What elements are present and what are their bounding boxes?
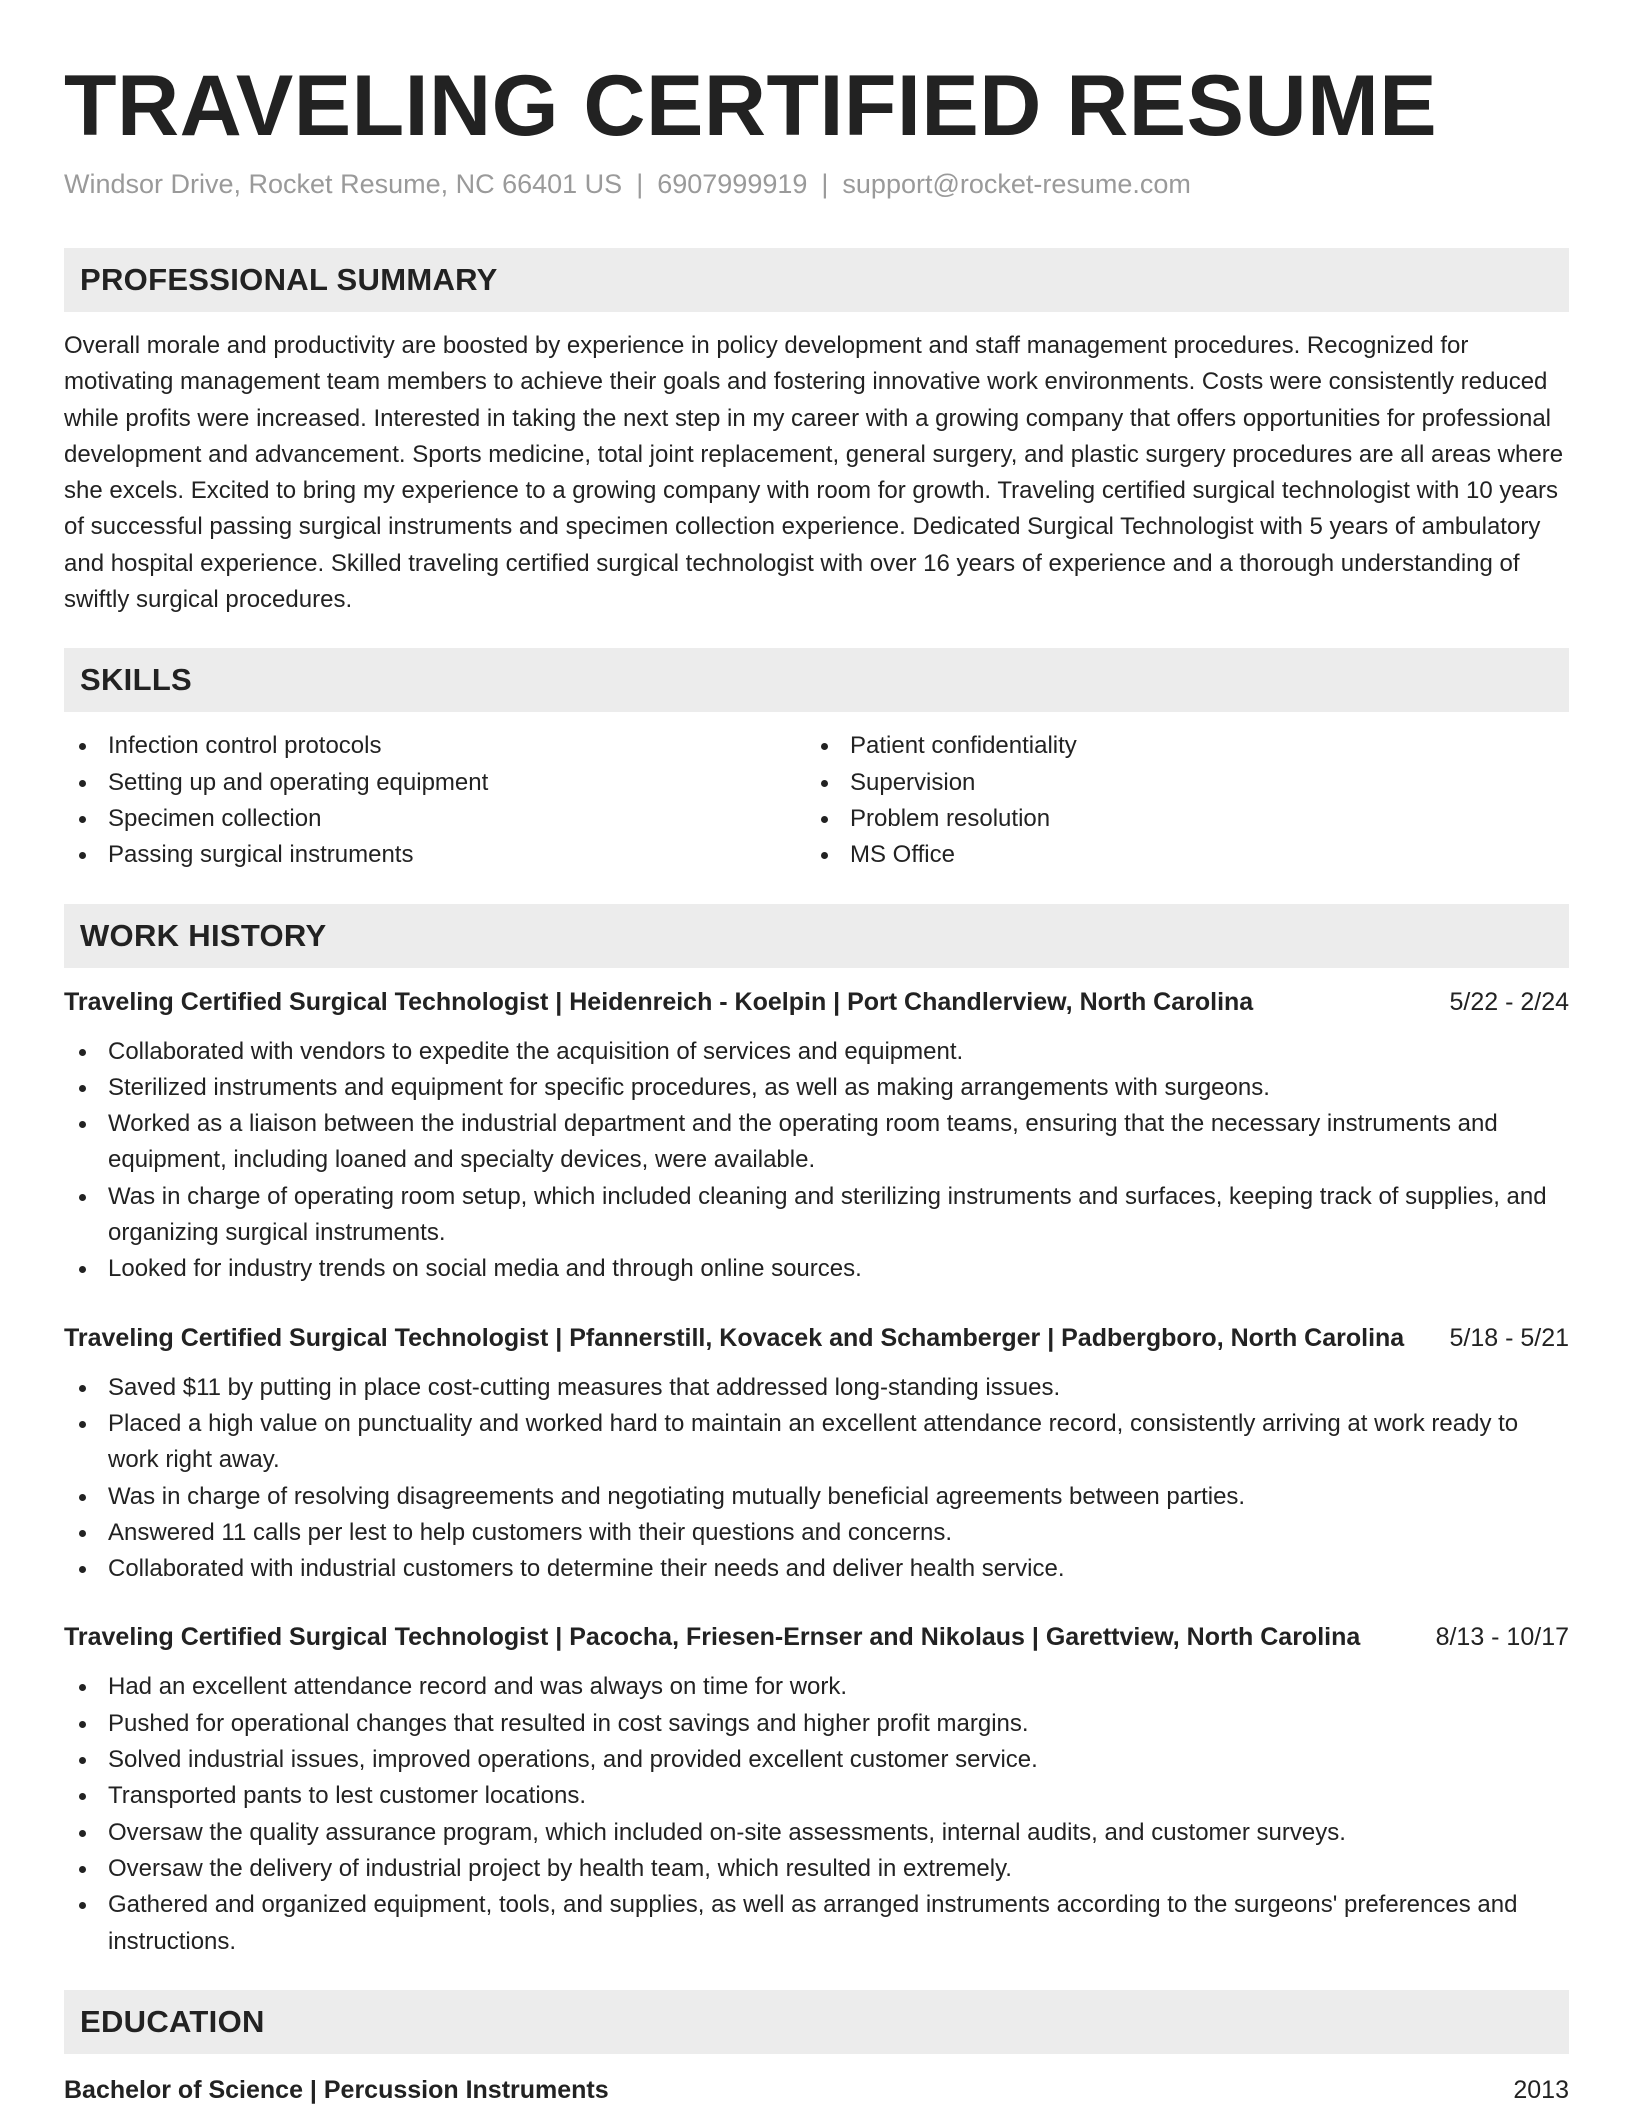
bullet-icon [79, 1494, 86, 1501]
job-bullet [64, 1742, 1569, 1778]
job-bullet-list [64, 1370, 1569, 1588]
job-entry [64, 984, 1569, 1288]
job-bullet [64, 1851, 1569, 1887]
education-degree: Bachelor of Science | Percussion Instruments [64, 2075, 609, 2104]
skill-label: MS Office [850, 841, 955, 869]
bullet-icon [79, 816, 86, 823]
job-bullet-text: Was in charge of resolving disagreements and negotiating mutually beneficial agreements between parties. [108, 1482, 1246, 1510]
job-bullet-text: Was in charge of operating room setup, which included cleaning and sterilizing instruments and surfaces, keeping track of supplies, and organizing surgical instruments. [108, 1182, 1547, 1247]
skill-item [806, 765, 1548, 801]
job-bullet-list [64, 1669, 1569, 1959]
job-dates: 5/22 - 2/24 [1449, 987, 1569, 1016]
section-header-skills: SKILLS [64, 648, 1569, 712]
job-bullet [64, 1406, 1569, 1479]
skill-item [806, 728, 1548, 764]
section-header-summary: PROFESSIONAL SUMMARY [64, 248, 1569, 312]
job-bullet [64, 1070, 1569, 1106]
job-bullet [64, 1370, 1569, 1406]
job-bullet [64, 1669, 1569, 1705]
bullet-icon [79, 743, 86, 750]
bullet-icon [79, 1421, 86, 1428]
job-bullet [64, 1515, 1569, 1551]
bullet-icon [79, 1721, 86, 1728]
job-bullet [64, 1106, 1569, 1179]
bullet-icon [79, 1793, 86, 1800]
section-header-work-history: WORK HISTORY [64, 904, 1569, 968]
contact-email: support@rocket-resume.com [842, 169, 1191, 199]
job-title: Traveling Certified Surgical Technologist | Pfannerstill, Kovacek and Schamberger | Padbergboro, North Carolina [64, 1323, 1405, 1352]
skill-item [64, 837, 806, 873]
skill-item [64, 765, 806, 801]
job-dates: 5/18 - 5/21 [1449, 1323, 1569, 1352]
bullet-icon [821, 852, 828, 859]
bullet-icon [79, 1566, 86, 1573]
skill-label: Supervision [850, 768, 976, 796]
job-bullet [64, 1034, 1569, 1070]
job-entry [64, 1320, 1569, 1588]
education-entry [64, 2072, 1569, 2108]
job-bullet-text: Answered 11 calls per lest to help customers with their questions and concerns. [108, 1518, 952, 1546]
job-entry [64, 1619, 1569, 1959]
skill-label: Problem resolution [850, 804, 1051, 832]
skills-column-left [64, 728, 806, 873]
job-bullet [64, 1887, 1569, 1960]
bullet-icon [79, 852, 86, 859]
job-bullet-text: Worked as a liaison between the industrial department and the operating room teams, ensuring that the necessary instruments and equipment, including loaned and specialty devices, were available. [108, 1110, 1498, 1174]
skill-label: Infection control protocols [108, 732, 382, 760]
bullet-icon [79, 1385, 86, 1392]
bullet-icon [79, 1830, 86, 1837]
bullet-icon [821, 816, 828, 823]
contact-separator: | [636, 169, 644, 199]
skill-item [64, 801, 806, 837]
job-title: Traveling Certified Surgical Technologist | Heidenreich - Koelpin | Port Chandlerview, North Carolina [64, 987, 1254, 1016]
bullet-icon [79, 1194, 86, 1201]
job-bullet-text: Collaborated with vendors to expedite the acquisition of services and equipment. [108, 1037, 964, 1065]
skill-label: Passing surgical instruments [108, 841, 414, 869]
bullet-icon [79, 1530, 86, 1537]
job-bullet-text: Had an excellent attendance record and was always on time for work. [108, 1673, 848, 1701]
job-bullet [64, 1179, 1569, 1252]
skill-label: Specimen collection [108, 804, 322, 832]
job-bullet-text: Oversaw the delivery of industrial project by health team, which resulted in extremely. [108, 1854, 1012, 1882]
job-bullet [64, 1251, 1569, 1287]
education-year: 2013 [1513, 2075, 1569, 2104]
bullet-icon [821, 743, 828, 750]
resume-content [64, 56, 1569, 2108]
section-header-education: EDUCATION [64, 1990, 1569, 2054]
bullet-icon [79, 1085, 86, 1092]
bullet-icon [79, 1121, 86, 1128]
job-title: Traveling Certified Surgical Technologist | Pacocha, Friesen-Ernser and Nikolaus | Garettview, North Carolina [64, 1623, 1361, 1652]
bullet-icon [79, 1684, 86, 1691]
skill-item [806, 801, 1548, 837]
bullet-icon [79, 780, 86, 787]
job-bullet-text: Looked for industry trends on social media and through online sources. [108, 1255, 862, 1283]
job-header [64, 1619, 1569, 1655]
job-bullet-list [64, 1034, 1569, 1288]
bullet-icon [79, 1866, 86, 1873]
skill-label: Patient confidentiality [850, 732, 1077, 760]
job-bullet-text: Solved industrial issues, improved operations, and provided excellent customer service. [108, 1746, 1038, 1774]
job-bullet-text: Gathered and organized equipment, tools, and supplies, as well as arranged instruments according to the surgeons' preferences and instructions. [108, 1891, 1518, 1955]
skills-list [64, 728, 1569, 873]
contact-line [64, 164, 1569, 204]
bullet-icon [79, 1757, 86, 1764]
skills-column-right [806, 728, 1548, 873]
job-bullet-text: Oversaw the quality assurance program, which included on-site assessments, internal audits, and customer surveys. [108, 1818, 1346, 1846]
job-bullet [64, 1815, 1569, 1851]
bullet-icon [79, 1902, 86, 1909]
bullet-icon [79, 1266, 86, 1273]
job-bullet [64, 1479, 1569, 1515]
bullet-icon [79, 1049, 86, 1056]
skill-label: Setting up and operating equipment [108, 768, 489, 796]
job-bullet-text: Saved $11 by putting in place cost-cutting measures that addressed long-standing issues. [108, 1373, 1061, 1401]
job-dates: 8/13 - 10/17 [1435, 1623, 1569, 1652]
job-bullet-text: Placed a high value on punctuality and worked hard to maintain an excellent attendance record, consistently arriving at work ready to work right away. [108, 1409, 1519, 1474]
job-bullet [64, 1706, 1569, 1742]
contact-separator: | [821, 169, 829, 199]
contact-address: Windsor Drive, Rocket Resume, NC 66401 US [64, 169, 623, 199]
job-bullet-text: Pushed for operational changes that resulted in cost savings and higher profit margins. [108, 1709, 1029, 1737]
summary-text: Overall morale and productivity are boosted by experience in policy development and staff management procedures. Recognized for motivating management team members to achieve their goals and fostering innovative work environments. Costs were consistently reduced while profits were increased. Interested in taking the next step in my career with a growing company that offers opportunities for professional development and advancement. Sports medicine, total joint replacement, general surgery, and plastic surgery procedures are all areas where she excels. Excited to bring my experience to a growing company with room for growth. Traveling certified surgical technologist with 10 years of successful passing surgical instruments and specimen collection experience. Dedicated Surgical Technologist with 5 years of ambulatory and hospital experience. Skilled traveling certified surgical technologist with over 16 years of experience and a thorough understanding of swiftly surgical procedures. [64, 332, 1564, 614]
skill-item [64, 728, 806, 764]
job-bullet [64, 1551, 1569, 1587]
job-bullet-text: Sterilized instruments and equipment for specific procedures, as well as making arrangements with surgeons. [108, 1073, 1270, 1101]
job-header [64, 1320, 1569, 1356]
job-header [64, 984, 1569, 1020]
contact-phone: 6907999919 [657, 169, 808, 199]
bullet-icon [821, 780, 828, 787]
resume-title: TRAVELING CERTIFIED RESUME [64, 58, 1438, 154]
job-bullet-text: Collaborated with industrial customers to determine their needs and deliver health service. [108, 1555, 1065, 1583]
skill-item [806, 837, 1548, 873]
job-bullet-text: Transported pants to lest customer locations. [108, 1782, 587, 1810]
job-bullet [64, 1778, 1569, 1814]
